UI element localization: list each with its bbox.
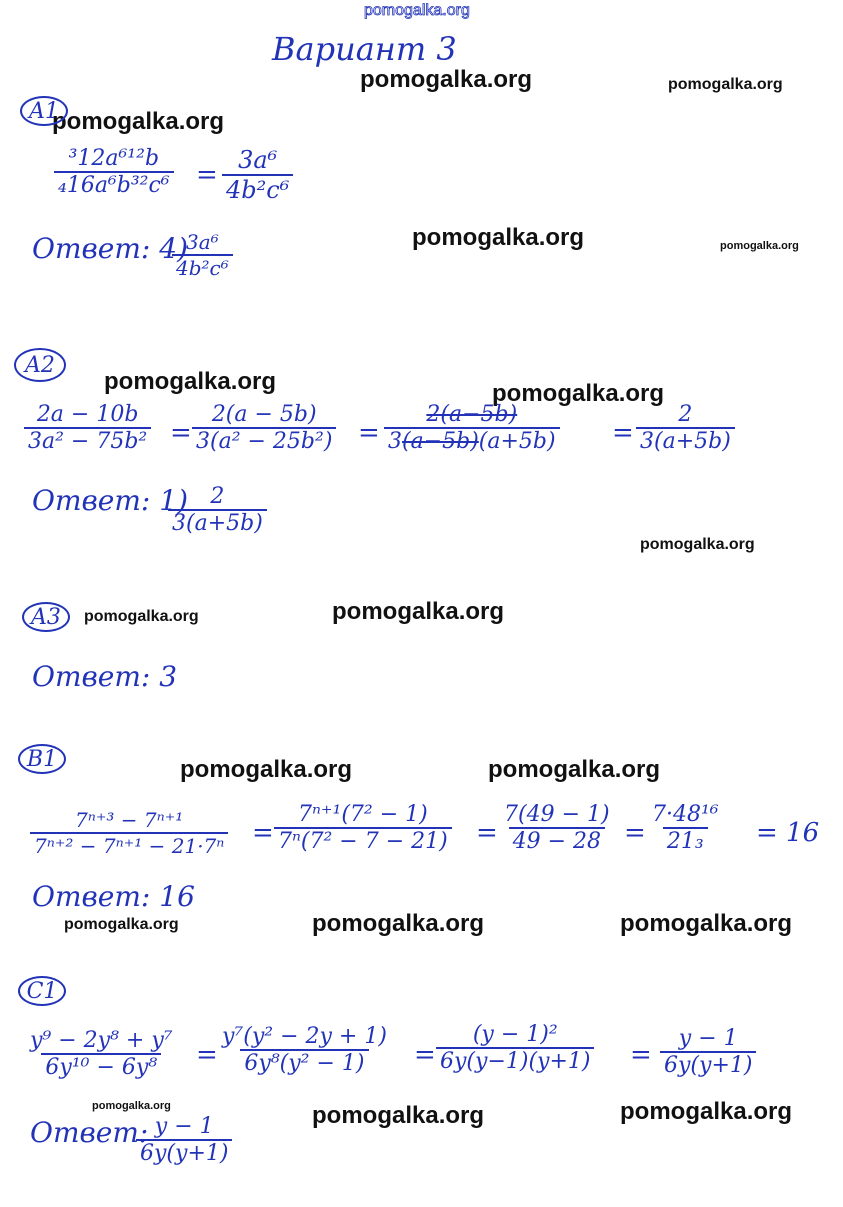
a1-step1-denominator: ₄16a⁶b³²c⁶ (54, 171, 174, 198)
a3-answer: Ответ: 3 (32, 660, 178, 693)
a2-step2-numerator: 2(a − 5b) (211, 402, 317, 427)
header-watermark: pomogalka.org (364, 2, 470, 19)
b1-step3-numerator: 7(49 − 1) (504, 802, 610, 827)
a2-step1-denominator: 3a² − 75b² (24, 427, 151, 454)
watermark: pomogalka.org (84, 608, 199, 625)
a1-answer-denominator: 4b²c⁶ (172, 254, 233, 280)
c1-step2-denominator: 6y⁸(y² − 1) (240, 1049, 368, 1076)
a1-step2-fraction (222, 146, 293, 204)
b1-step4-numerator: 7·48¹⁶ (652, 802, 719, 827)
c1-step3-fraction (436, 1022, 594, 1074)
a2-answer-label: Ответ: 1) (32, 484, 188, 517)
watermark: pomogalka.org (620, 1098, 793, 1125)
watermark: pomogalka.org (312, 1102, 485, 1129)
a2-step2-fraction (192, 402, 336, 454)
a2-step4-denominator: 3(a+5b) (636, 427, 735, 454)
b1-step2-numerator: 7ⁿ⁺¹(7² − 1) (297, 802, 428, 827)
b1-step1-numerator: 7ⁿ⁺³ − 7ⁿ⁺¹ (75, 808, 184, 832)
watermark: pomogalka.org (360, 66, 533, 93)
a2-step2-denominator: 3(a² − 25b²) (192, 427, 336, 454)
c1-step4-fraction (660, 1026, 756, 1078)
b1-step3-fraction (500, 802, 614, 854)
watermark: pomogalka.org (180, 756, 353, 783)
equals-sign: = (358, 418, 380, 448)
c1-answer-label: Ответ: (30, 1116, 149, 1149)
b1-step1-denominator: 7ⁿ⁺² − 7ⁿ⁺¹ − 21·7ⁿ (30, 832, 228, 858)
equals-sign: = (196, 1040, 218, 1070)
watermark: pomogalka.org (92, 1100, 171, 1112)
a2-step3-fraction (384, 402, 560, 454)
task-label-a3: A3 (22, 602, 70, 632)
c1-step3-denominator: 6y(y−1)(y+1) (436, 1047, 594, 1074)
a1-step1-numerator: ³12a⁶¹²b (68, 146, 160, 171)
a2-step4-numerator: 2 (678, 402, 693, 427)
equals-sign: = (630, 1040, 652, 1070)
a2-step4-fraction (636, 402, 735, 454)
equals-sign: = (612, 418, 634, 448)
c1-step2-numerator: y⁷(y² − 2y + 1) (222, 1024, 387, 1049)
a1-answer-fraction (172, 230, 233, 280)
c1-answer-fraction (136, 1114, 232, 1166)
watermark: pomogalka.org (720, 240, 799, 252)
c1-step2-fraction (218, 1024, 391, 1076)
task-label-a1: A1 (20, 96, 68, 126)
c1-step1-numerator: y⁹ − 2y⁸ + y⁷ (30, 1028, 173, 1053)
a2-answer-fraction (168, 484, 267, 536)
c1-step4-numerator: y − 1 (678, 1026, 738, 1051)
watermark: pomogalka.org (620, 910, 793, 937)
b1-step1-fraction (30, 808, 228, 858)
b1-step3-denominator: 49 − 28 (509, 827, 605, 854)
a1-answer-label: Ответ: 4) (32, 232, 188, 265)
b1-result: = 16 (756, 818, 820, 848)
b1-answer: Ответ: 16 (32, 880, 195, 913)
c1-answer-denominator: 6y(y+1) (136, 1139, 232, 1166)
watermark: pomogalka.org (492, 380, 665, 407)
a2-step1-fraction (24, 402, 151, 454)
c1-step3-numerator: (y − 1)² (472, 1022, 558, 1047)
a2-step3-denominator (384, 427, 560, 454)
a2-step3-numerator: 2(a−5b) (426, 402, 518, 427)
equals-sign: = (252, 818, 274, 848)
a1-step1-fraction (54, 146, 174, 198)
watermark: pomogalka.org (64, 916, 179, 933)
b1-step2-fraction (274, 802, 452, 854)
watermark: pomogalka.org (668, 76, 783, 93)
b1-step2-denominator: 7ⁿ(7² − 7 − 21) (274, 827, 452, 854)
a2-step3-den-cancelled: (a−5b) (402, 429, 479, 454)
equals-sign: = (414, 1040, 436, 1070)
task-label-a2: A2 (14, 348, 66, 382)
watermark: pomogalka.org (104, 368, 277, 395)
a2-step3-den-coefficient: 3 (388, 429, 402, 454)
a2-answer-denominator: 3(a+5b) (168, 509, 267, 536)
watermark: pomogalka.org (488, 756, 661, 783)
equals-sign: = (170, 418, 192, 448)
a2-step1-numerator: 2a − 10b (36, 402, 139, 427)
a1-step2-numerator: 3a⁶ (238, 146, 278, 174)
b1-step4-denominator: 21₃ (663, 827, 708, 854)
equals-sign: = (624, 818, 646, 848)
c1-step1-fraction (26, 1028, 177, 1080)
task-label-c1: C1 (18, 976, 66, 1006)
c1-answer-numerator: y − 1 (154, 1114, 214, 1139)
watermark: pomogalka.org (640, 536, 755, 553)
a2-answer-numerator: 2 (210, 484, 225, 509)
watermark: pomogalka.org (312, 910, 485, 937)
task-label-b1: B1 (18, 744, 66, 774)
watermark: pomogalka.org (412, 224, 585, 251)
equals-sign: = (476, 818, 498, 848)
c1-step4-denominator: 6y(y+1) (660, 1051, 756, 1078)
a2-step3-den-remaining: (a+5b) (478, 429, 556, 454)
a1-step2-denominator: 4b²c⁶ (222, 174, 293, 204)
watermark: pomogalka.org (52, 108, 225, 135)
c1-step1-denominator: 6y¹⁰ − 6y⁸ (41, 1053, 161, 1080)
equals-sign: = (196, 160, 218, 190)
b1-step4-fraction (648, 802, 723, 854)
page-title: Вариант 3 (272, 30, 457, 68)
watermark: pomogalka.org (332, 598, 505, 625)
a1-answer-numerator: 3a⁶ (186, 230, 219, 254)
